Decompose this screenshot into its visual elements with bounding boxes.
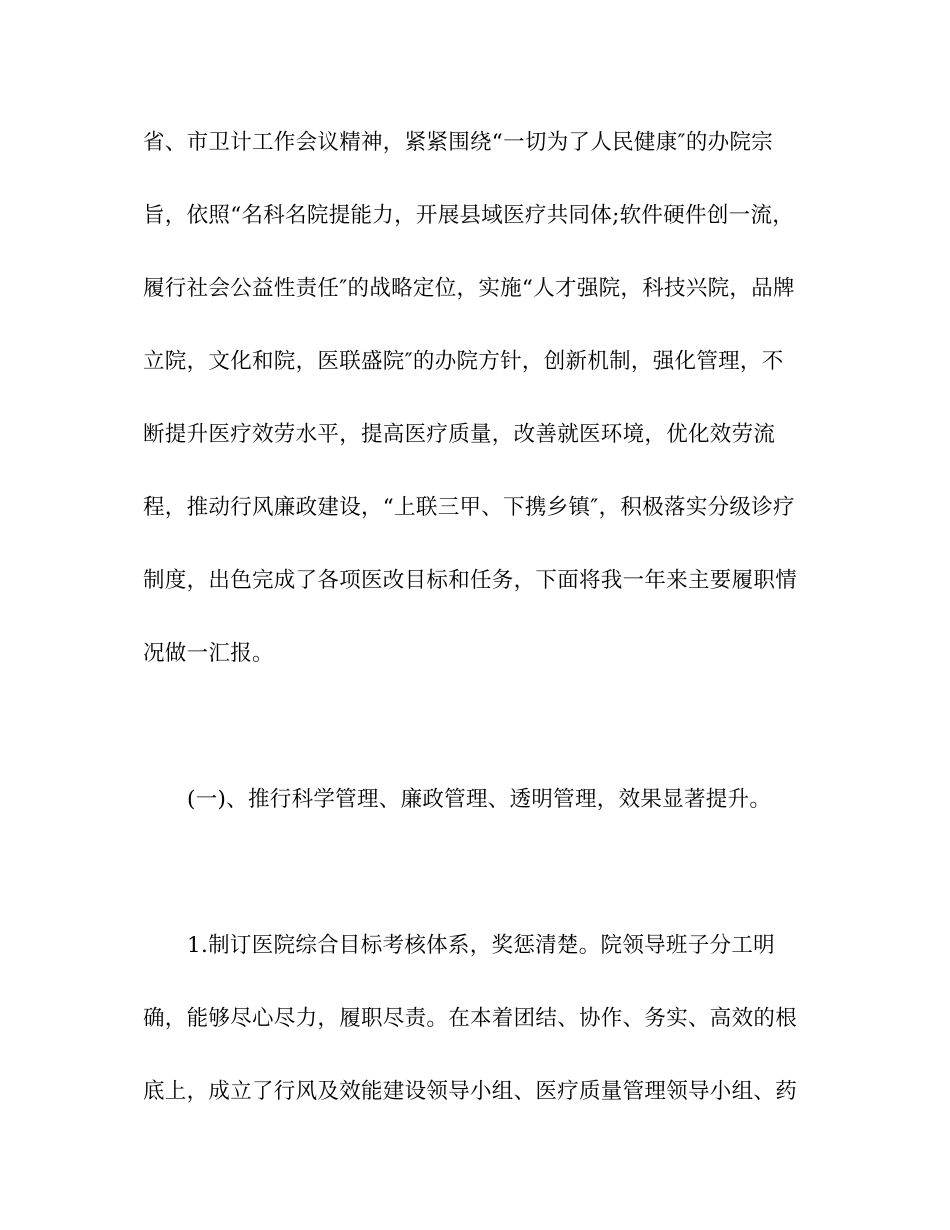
text-line: 立院，文化和院，医联盛院″的办院方针，创新机制，强化管理，不 [143, 349, 784, 374]
text-line: 确，能够尽心尽力，履职尽责。在本着团结、协作、务实、高效的根 [143, 1006, 798, 1031]
text-line: 履行社会公益性责任″的战略定位，实施“人才强院，科技兴院，品牌 [143, 276, 795, 301]
text-line: 程，推动行风廉政建设，“上联三甲、下携乡镇″，积极落实分级诊疗 [143, 495, 795, 520]
text-line: 制度，出色完成了各项医改目标和任务，下面将我一年来主要履职情 [143, 568, 798, 593]
section-heading: (一)、推行科学管理、廉政管理、透明管理，效果显著提升。 [187, 787, 772, 812]
text-line: 旨，依照“名科名院提能力，开展县域医疗共同体;软件硬件创一流， [143, 203, 795, 228]
text-line: 省、市卫计工作会议精神，紧紧围绕“一切为了人民健康″的办院宗 [143, 130, 774, 155]
text-line: 况做一汇报。 [143, 641, 274, 666]
text-line: 断提升医疗效劳水平，提高医疗质量，改善就医环境，优化效劳流 [143, 422, 776, 447]
text-line: 1.制订医院综合目标考核体系，奖惩清楚。院领导班子分工明 [187, 933, 775, 958]
text-line: 底上，成立了行风及效能建设领导小组、医疗质量管理领导小组、药 [143, 1079, 798, 1104]
